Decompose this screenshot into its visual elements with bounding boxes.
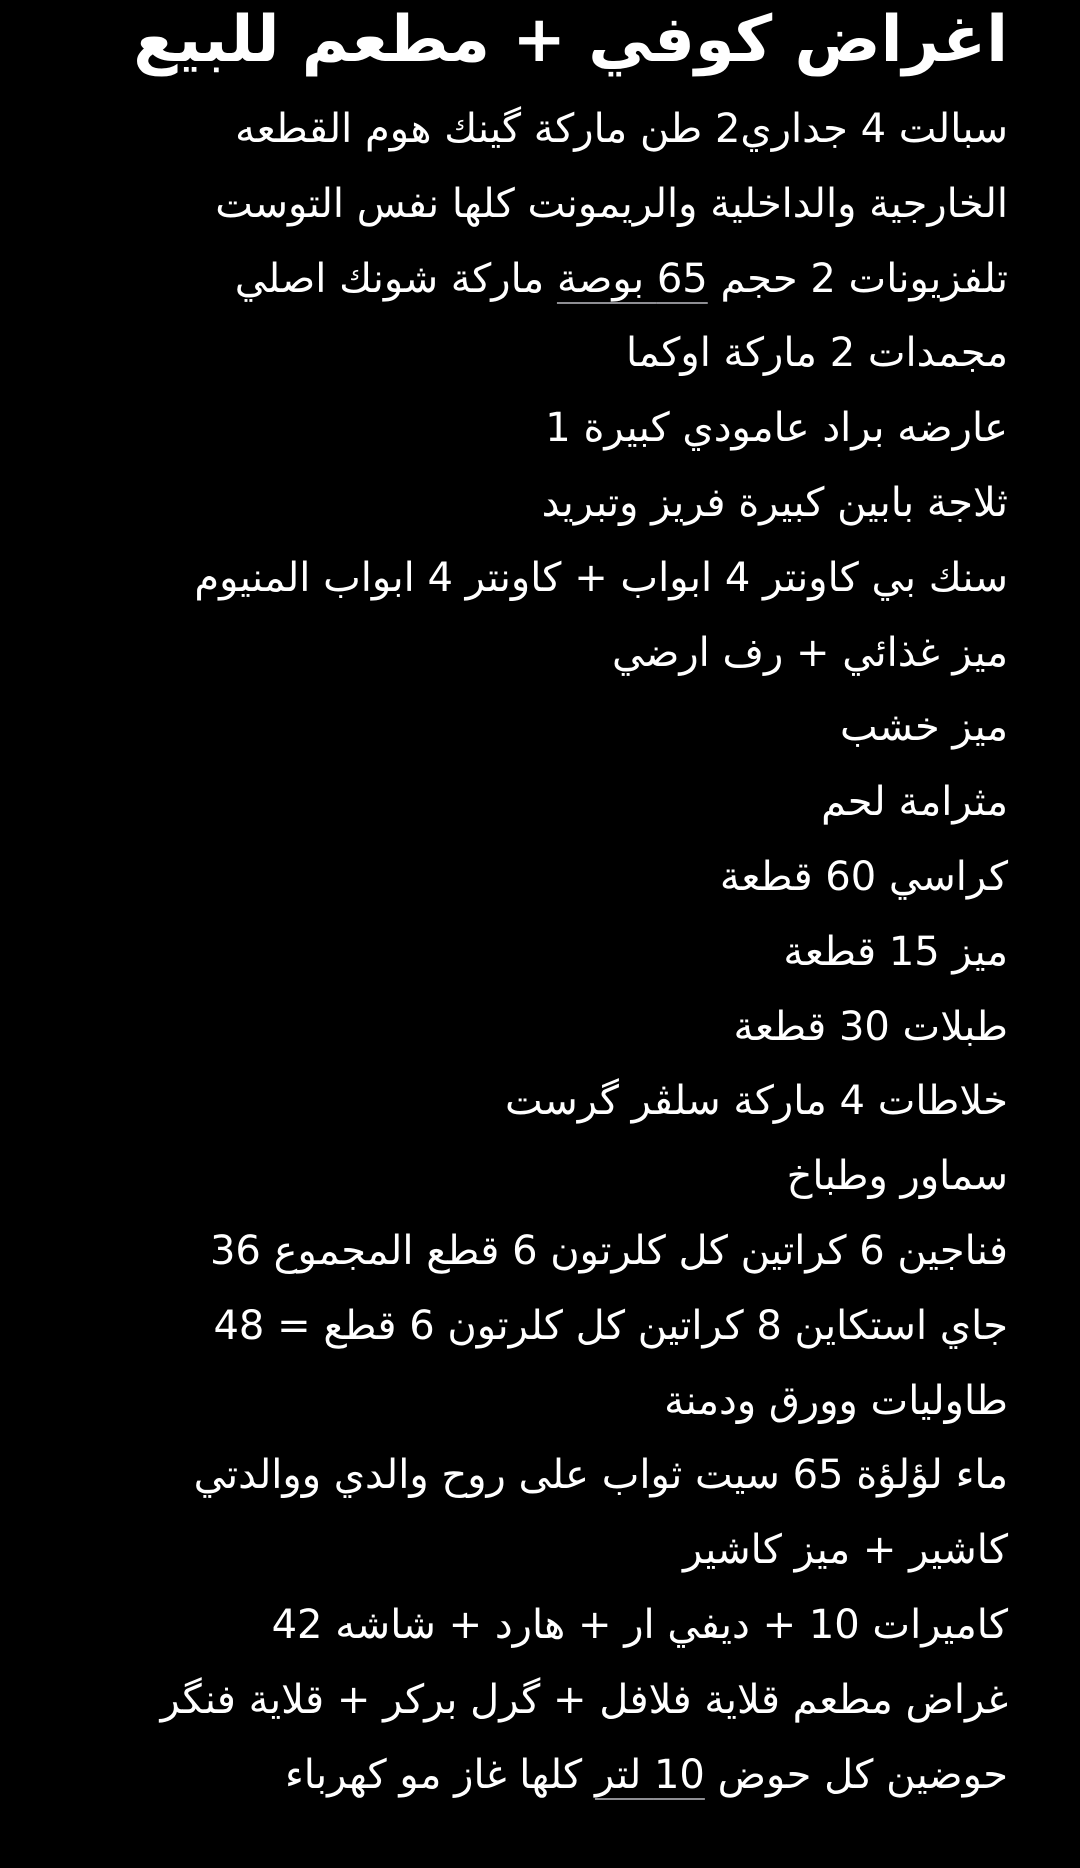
note-content — [110, 0, 1008, 1812]
note-text: كراسي 60 قطعة — [719, 853, 1008, 900]
note-text: فناجين 6 كراتين كل كلرتون 6 قطع المجموع 36 — [209, 1227, 1008, 1274]
note-text: طبلات 30 قطعة — [733, 1003, 1008, 1050]
note-text: سبالت 4 جداري2 طن ماركة گينك هوم القطعه — [235, 106, 1008, 152]
note-text: ثلاجة بابين كبيرة فريز وتبريد — [541, 479, 1008, 526]
note-text: خلاطات 4 ماركة سلڤر گرست — [505, 1078, 1008, 1125]
note-text: سنك بي كاونتر 4 ابواب + كاونتر 4 ابواب المنيوم — [194, 554, 1008, 601]
note-line[interactable] — [110, 1064, 1008, 1139]
note-text: مثرامة لحم — [821, 779, 1008, 826]
note-line[interactable] — [110, 1513, 1008, 1588]
note-line[interactable] — [110, 690, 1008, 765]
note-text: عارضه براد عامودي كبيرة 1 — [545, 405, 1008, 452]
note-text: كاميرات 10 + ديفي ار + هارد + شاشه 42 — [271, 1601, 1008, 1648]
note-line[interactable] — [110, 167, 1008, 242]
note-text: الخارجية والداخلية والريمونت كلها نفس التوست — [215, 180, 1008, 227]
note-line[interactable] — [110, 391, 1008, 466]
note-text: ميز 15 قطعة — [783, 928, 1008, 975]
note-text: جاي استكاين 8 كراتين كل كلرتون 6 قطع = 48 — [213, 1302, 1008, 1349]
note-line[interactable] — [110, 1214, 1008, 1289]
note-line[interactable] — [110, 616, 1008, 691]
note-line[interactable] — [110, 1738, 1008, 1813]
note-text: ماركة شونك اصلي — [234, 255, 557, 302]
note-line[interactable] — [110, 1663, 1008, 1738]
note-text: كلها غاز مو كهرباء — [284, 1751, 595, 1798]
note-text: كاشير + ميز كاشير — [683, 1527, 1008, 1574]
note-lines — [110, 92, 1008, 1812]
note-text: مجمدات 2 ماركة اوكما — [626, 330, 1008, 377]
note-line[interactable] — [110, 1139, 1008, 1214]
note-line[interactable] — [110, 92, 1008, 167]
note-line[interactable] — [110, 1588, 1008, 1663]
note-line[interactable] — [110, 990, 1008, 1065]
note-text: تلفزيونات 2 حجم — [707, 255, 1008, 302]
detected-link[interactable]: 10 لتر — [594, 1751, 705, 1798]
note-line[interactable] — [110, 466, 1008, 541]
note-line[interactable] — [110, 765, 1008, 840]
note-text: طاوليات وورق ودمنة — [664, 1377, 1008, 1424]
note-text: ميز غذائي + رف ارضي — [612, 629, 1008, 676]
note-line[interactable] — [110, 1364, 1008, 1439]
note-text: حوضين كل حوض — [704, 1751, 1008, 1798]
note-title[interactable]: اغراض كوفي + مطعم للبيع — [133, 3, 1008, 77]
note-line[interactable] — [110, 915, 1008, 990]
note-line[interactable] — [110, 1438, 1008, 1513]
note-line[interactable] — [110, 1289, 1008, 1364]
note-line[interactable] — [110, 541, 1008, 616]
note-line[interactable] — [110, 840, 1008, 915]
note-line[interactable] — [110, 316, 1008, 391]
detected-link[interactable]: 65 بوصة — [556, 255, 708, 302]
note-text: غراض مطعم قلاية فلافل + گرل بركر + قلاية فنگر — [160, 1676, 1008, 1723]
note-text: ميز خشب — [840, 704, 1008, 751]
note-text: سماور وطباخ — [786, 1153, 1008, 1200]
note-text: ماء لؤلؤة 65 سيت ثواب على روح والدي ووالدتي — [193, 1452, 1008, 1499]
note-line[interactable] — [110, 242, 1008, 317]
